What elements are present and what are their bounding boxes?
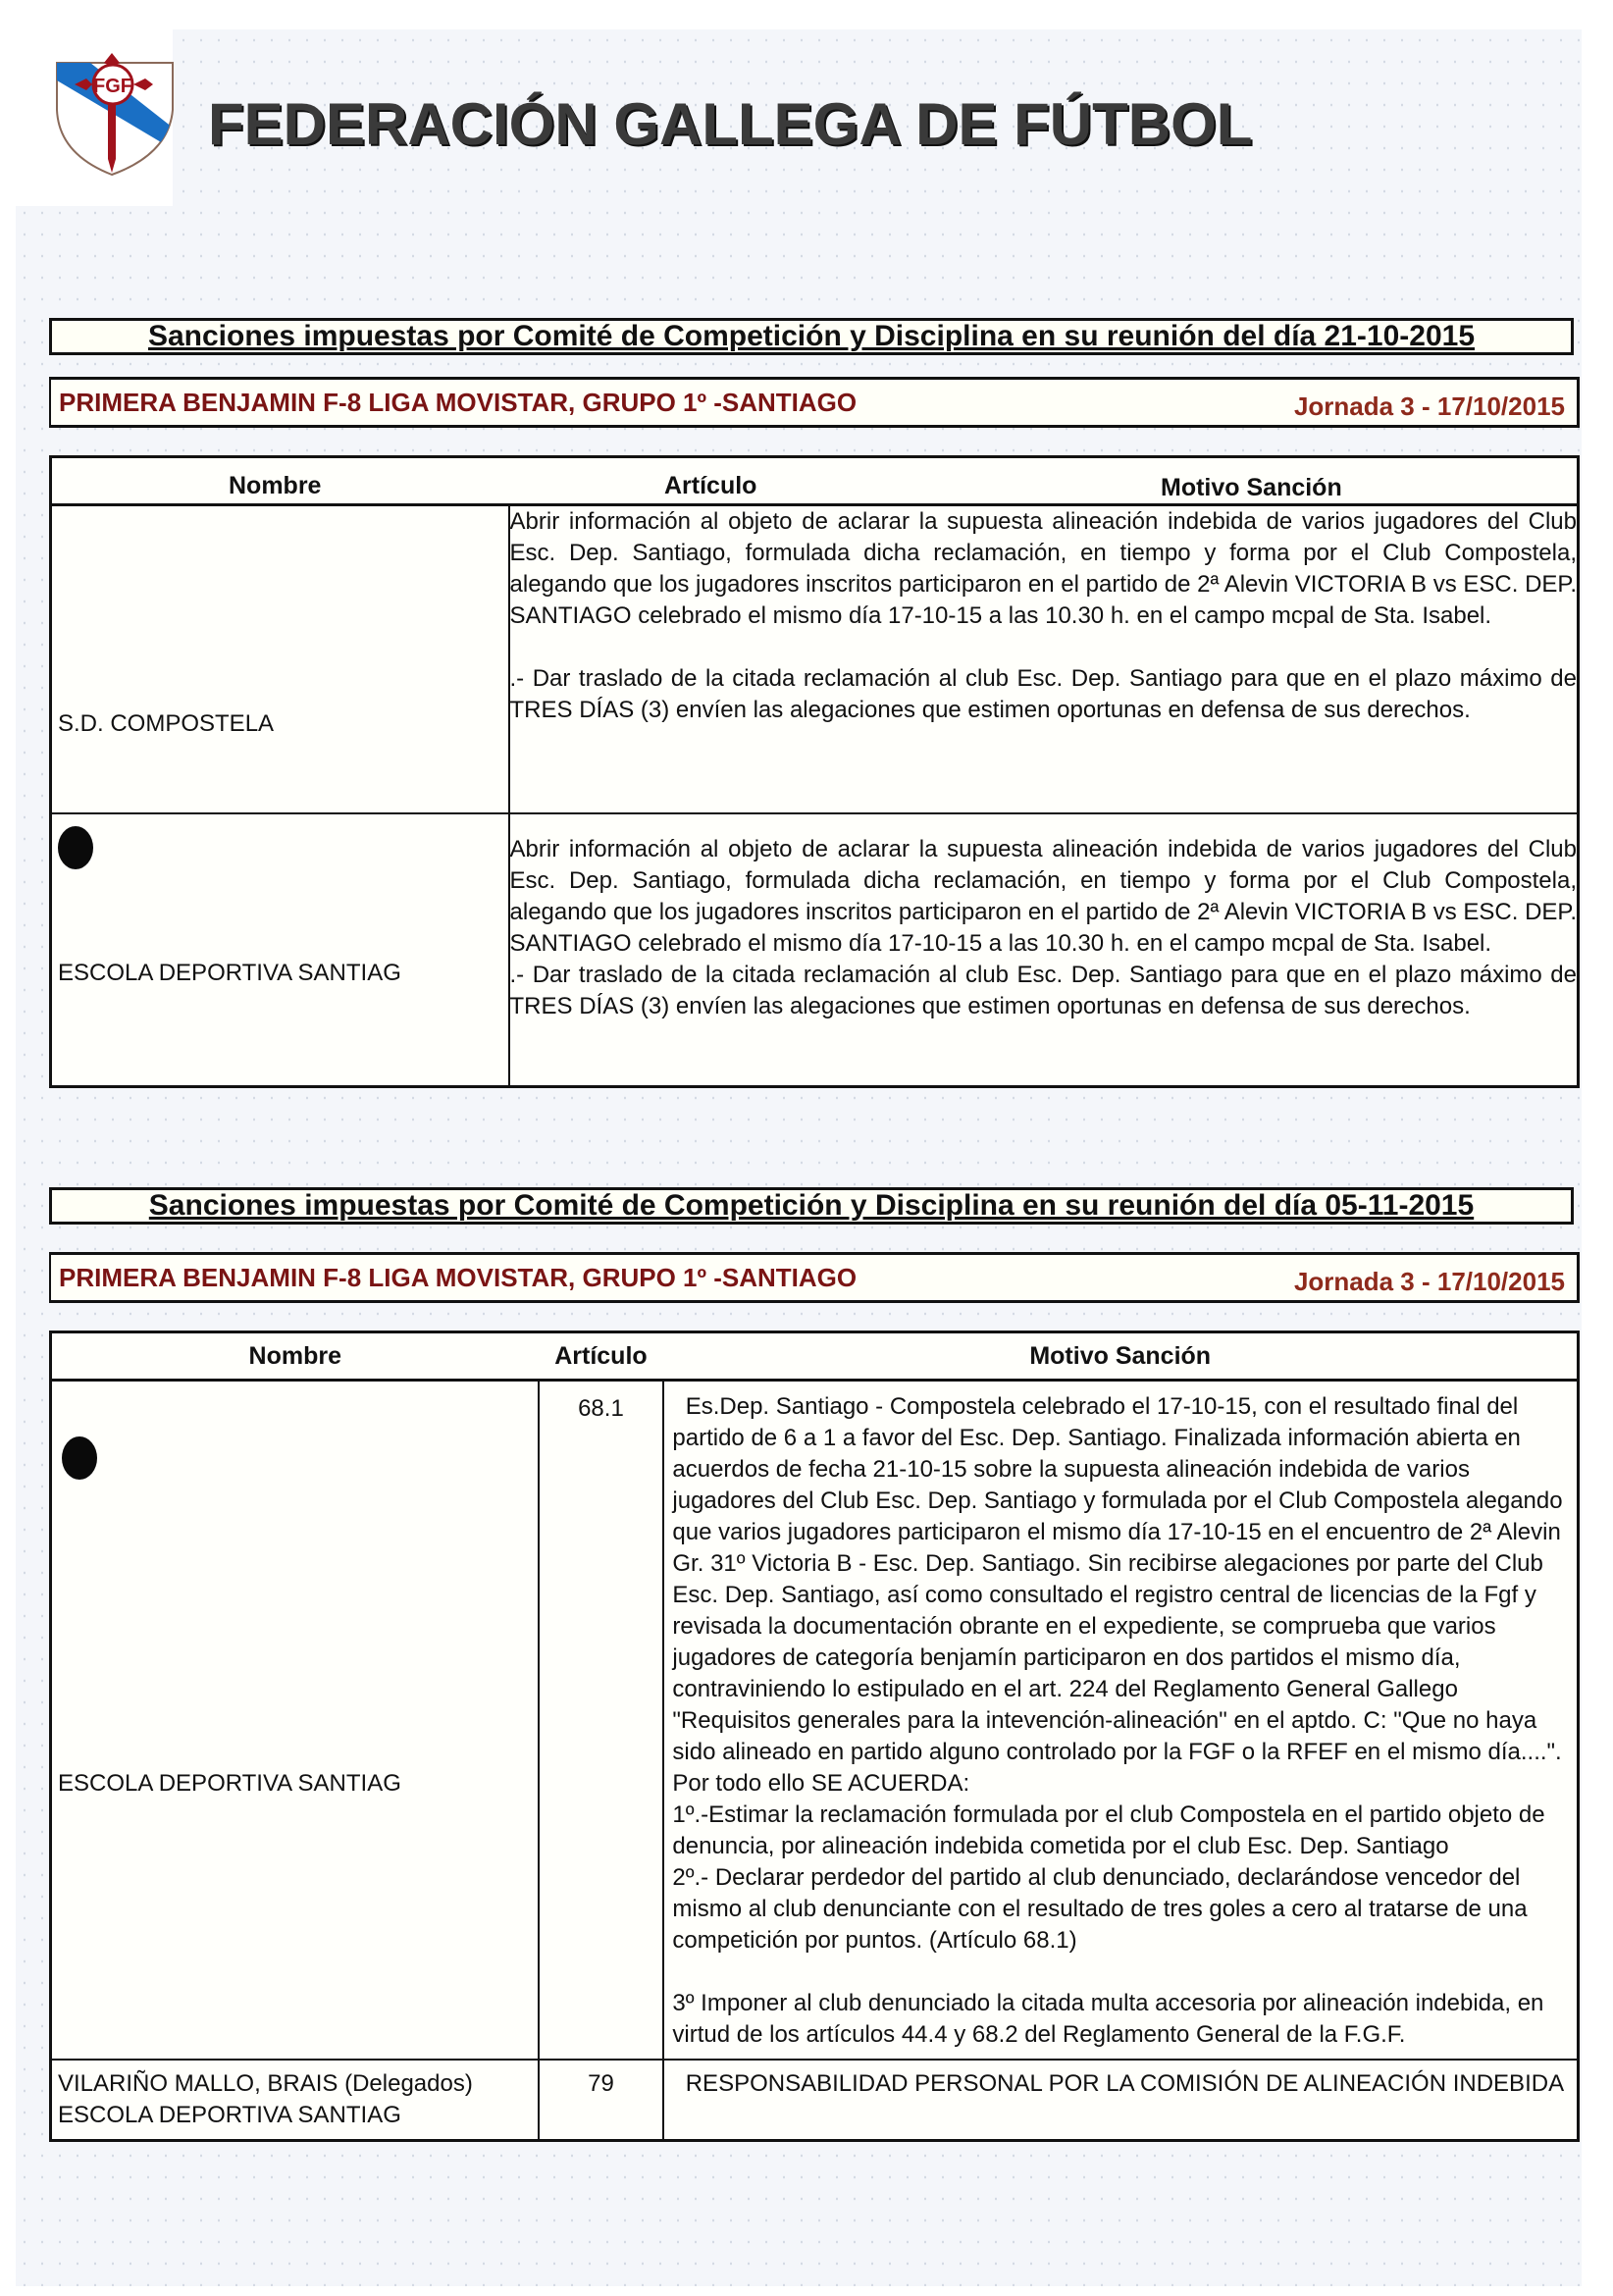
motivo-paragraph: 2º.- Declarar perdedor del partido al club denunciado, declarándose vencedor del mismo al club denunciante con el resultado de tres goles a cero al tratarse de una competición por puntos. (Artículo 68.1) xyxy=(672,1864,1528,1954)
section-banner-2: Sanciones impuestas por Comité de Competición y Disciplina en su reunión del día 05-11-2015 xyxy=(49,1187,1574,1225)
jornada-label: Jornada 3 - 17/10/2015 xyxy=(1293,391,1565,421)
club-name: ESCOLA DEPORTIVA SANTIAG xyxy=(58,960,401,986)
punch-hole-dot-icon xyxy=(62,1436,97,1480)
motivo-paragraph: Es.Dep. Santiago - Compostela celebrado el 17-10-15, con el resultado final del partido de 6 a 1 a favor del Esc. Dep. Santiago. Finalizada información abierta en acuerdos de fecha 21-10-15 sobre la supuesta alineación indebida de varios jugadores del Club Esc. Dep. Santiago y formulada por el Club Compostela alegando que varios jugadores participaron el mismo día 17-10-15 en el encuentro de 2ª Alevin Gr. 31º Victoria B - Esc. Dep. Santiago. Sin recibirse alegaciones por parte del Club Esc. Dep. Santiago, así como consultado el registro central de licencias de la Fgf y revisada la documentación obrante en el expediente, se comprueba que varios jugadores de categoría benjamín participaron en dos partidos el mismo día, contraviniendo lo estipulado en el art. 224 del Reglamento General Gallego "Requisitos generales para la intevención-alineación" en el aptdo. C: "Que no haya sido alineado en partido alguno controlado por la FGF o la RFEF en el mismo día....". Por todo ello SE ACUERDA: xyxy=(672,1393,1563,1797)
table-row xyxy=(51,1381,1579,2061)
section-banner-1: Sanciones impuestas por Comité de Competición y Disciplina en su reunión del día 21-10-2015 xyxy=(49,318,1574,355)
competition-name: PRIMERA BENJAMIN F-8 LIGA MOVISTAR, GRUPO 1º -SANTIAGO xyxy=(59,387,858,417)
sanctions-table-1 xyxy=(49,455,1580,1088)
competition-bar-2 xyxy=(49,1252,1580,1303)
competition-bar-1 xyxy=(49,377,1580,428)
motivo-paragraph: 3º Imponer al club denunciado la citada multa accesoria por alineación indebida, en virtud de los artículos 44.4 y 68.2 del Reglamento General de la F.G.F. xyxy=(672,1990,1544,2048)
punch-hole-dot-icon xyxy=(58,826,93,869)
fgf-shield-logo-icon xyxy=(51,51,179,179)
table-row xyxy=(51,2060,1579,2141)
svg-text:FGF: FGF xyxy=(93,76,132,97)
club-name: S.D. COMPOSTELA xyxy=(58,710,275,737)
motivo-cell xyxy=(663,2060,1578,2141)
table-row xyxy=(51,813,1579,1087)
motivo-paragraph: Abrir información al objeto de aclarar la supuesta alineación indebida de varios jugadores del Club Esc. Dep. Santiago, formulada dicha reclamación, en tiempo y forma por el Club Compostela, alegando que los jugadores inscritos participaron en el partido de 2ª Alevin VICTORIA B vs ESC. DEP. SANTIAGO celebrado el mismo día 17-10-15 a las 10.30 h. en el campo mcpal de Sta. Isabel. xyxy=(509,836,1577,957)
articulo-cell: 79 xyxy=(539,2060,664,2141)
column-header-articulo: Artículo xyxy=(664,472,757,499)
nombre-cell xyxy=(51,505,509,814)
nombre-cell xyxy=(51,1381,539,2061)
table-header-row xyxy=(51,1332,1579,1381)
motivo-paragraph: .- Dar traslado de la citada reclamación al club Esc. Dep. Santiago para que en el plazo máximo de TRES DÍAS (3) envíen las alegaciones que estimen oportunas en defensa de sus derechos. xyxy=(509,665,1577,723)
motivo-cell xyxy=(663,1381,1578,2061)
sanctions-table-2 xyxy=(49,1331,1580,2142)
nombre-cell xyxy=(51,813,509,1087)
column-header-motivo: Motivo Sanción xyxy=(1161,474,1342,501)
motivo-paragraph: 1º.-Estimar la reclamación formulada por el club Compostela en el partido objeto de denuncia, por alineación indebida cometida por el club Esc. Dep. Santiago xyxy=(672,1801,1545,1859)
header-cell xyxy=(51,457,1579,505)
motivo-cell xyxy=(509,505,1579,814)
jornada-label: Jornada 3 - 17/10/2015 xyxy=(1293,1266,1565,1296)
club-name: ESCOLA DEPORTIVA SANTIAG xyxy=(58,2102,401,2128)
articulo-cell: 68.1 xyxy=(539,1381,664,2061)
motivo-paragraph: Abrir información al objeto de aclarar la supuesta alineación indebida de varios jugadores del Club Esc. Dep. Santiago, formulada dicha reclamación, en tiempo y forma por el Club Compostela, alegando que los jugadores inscritos participaron en el partido de 2ª Alevin VICTORIA B vs ESC. DEP. SANTIAGO celebrado el mismo día 17-10-15 a las 10.30 h. en el campo mcpal de Sta. Isabel. xyxy=(509,508,1577,629)
table-header-row xyxy=(51,457,1579,505)
nombre-cell xyxy=(51,2060,539,2141)
column-header-nombre: Nombre xyxy=(51,1332,539,1381)
motivo-cell xyxy=(509,813,1579,1087)
table-row xyxy=(51,505,1579,814)
column-header-articulo: Artículo xyxy=(539,1332,664,1381)
column-header-motivo: Motivo Sanción xyxy=(663,1332,1578,1381)
motivo-paragraph: .- Dar traslado de la citada reclamación al club Esc. Dep. Santiago para que en el plazo máximo de TRES DÍAS (3) envíen las alegaciones que estimen oportunas en defensa de sus derechos. xyxy=(509,962,1577,1019)
person-name: VILARIÑO MALLO, BRAIS (Delegados) xyxy=(58,2070,473,2097)
competition-name: PRIMERA BENJAMIN F-8 LIGA MOVISTAR, GRUPO 1º -SANTIAGO xyxy=(59,1262,858,1292)
club-name: ESCOLA DEPORTIVA SANTIAG xyxy=(58,1770,401,1797)
motivo-paragraph: RESPONSABILIDAD PERSONAL POR LA COMISIÓN DE ALINEACIÓN INDEBIDA xyxy=(672,2070,1565,2097)
column-header-nombre: Nombre xyxy=(229,472,322,499)
federation-title: FEDERACIÓN GALLEGA DE FÚTBOL xyxy=(208,91,1253,157)
